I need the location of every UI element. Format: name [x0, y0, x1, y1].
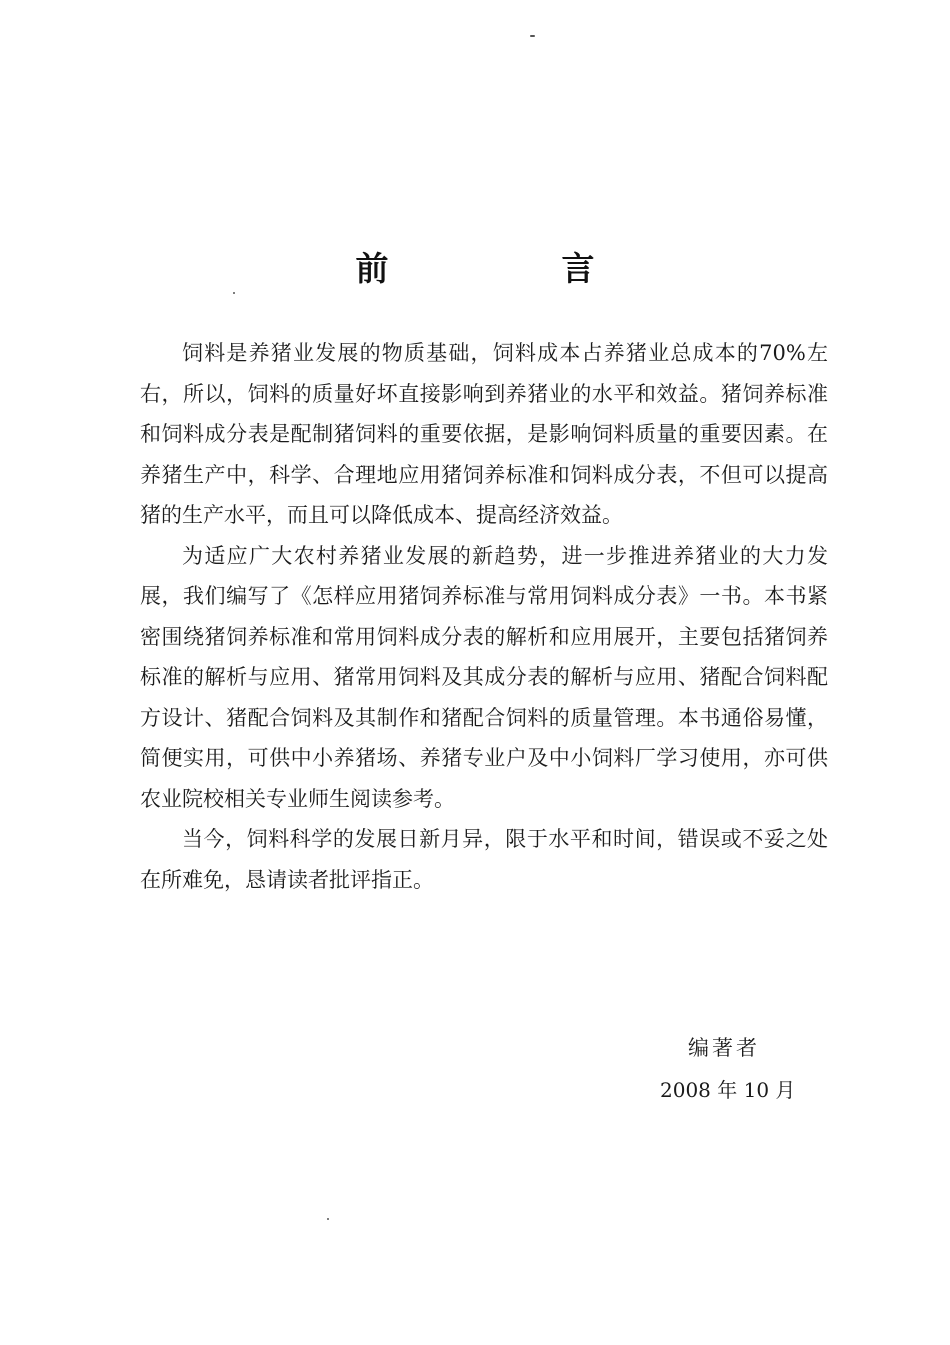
scan-speck	[530, 35, 535, 37]
paragraph: 当今，饲料科学的发展日新月异，限于水平和时间，错误或不妥之处在所难免，恳请读者批评指正。	[140, 827, 828, 892]
scan-speck	[327, 1218, 329, 1220]
page-title: 前 言	[355, 249, 665, 288]
date-line: 2008 年 10 月	[660, 1078, 796, 1102]
author-signature: 编著者	[688, 1036, 760, 1060]
paragraph: 饲料是养猪业发展的物质基础，饲料成本占养猪业总成本的70%左右，所以，饲料的质量好坏直接影响到养猪业的水平和效益。猪饲养标准和饲料成分表是配制猪饲料的重要依据，是影响饲料质量的重要因素。在养猪生产中，科学、合理地应用猪饲养标准和饲料成分表，不但可以提高猪的生产水平，而且可以降低成本、提高经济效益。	[140, 341, 828, 527]
preface-body	[140, 333, 828, 900]
paragraph: 为适应广大农村养猪业发展的新趋势，进一步推进养猪业的大力发展，我们编写了《怎样应用猪饲养标准与常用饲料成分表》一书。本书紧密围绕猪饲养标准和常用饲料成分表的解析和应用展开，主要包括猪饲养标准的解析与应用、猪常用饲料及其成分表的解析与应用、猪配合饲料配方设计、猪配合饲料及其制作和猪配合饲料的质量管理。本书通俗易懂，简便实用，可供中小养猪场、养猪专业户及中小饲料厂学习使用，亦可供农业院校相关专业师生阅读参考。	[140, 543, 828, 811]
